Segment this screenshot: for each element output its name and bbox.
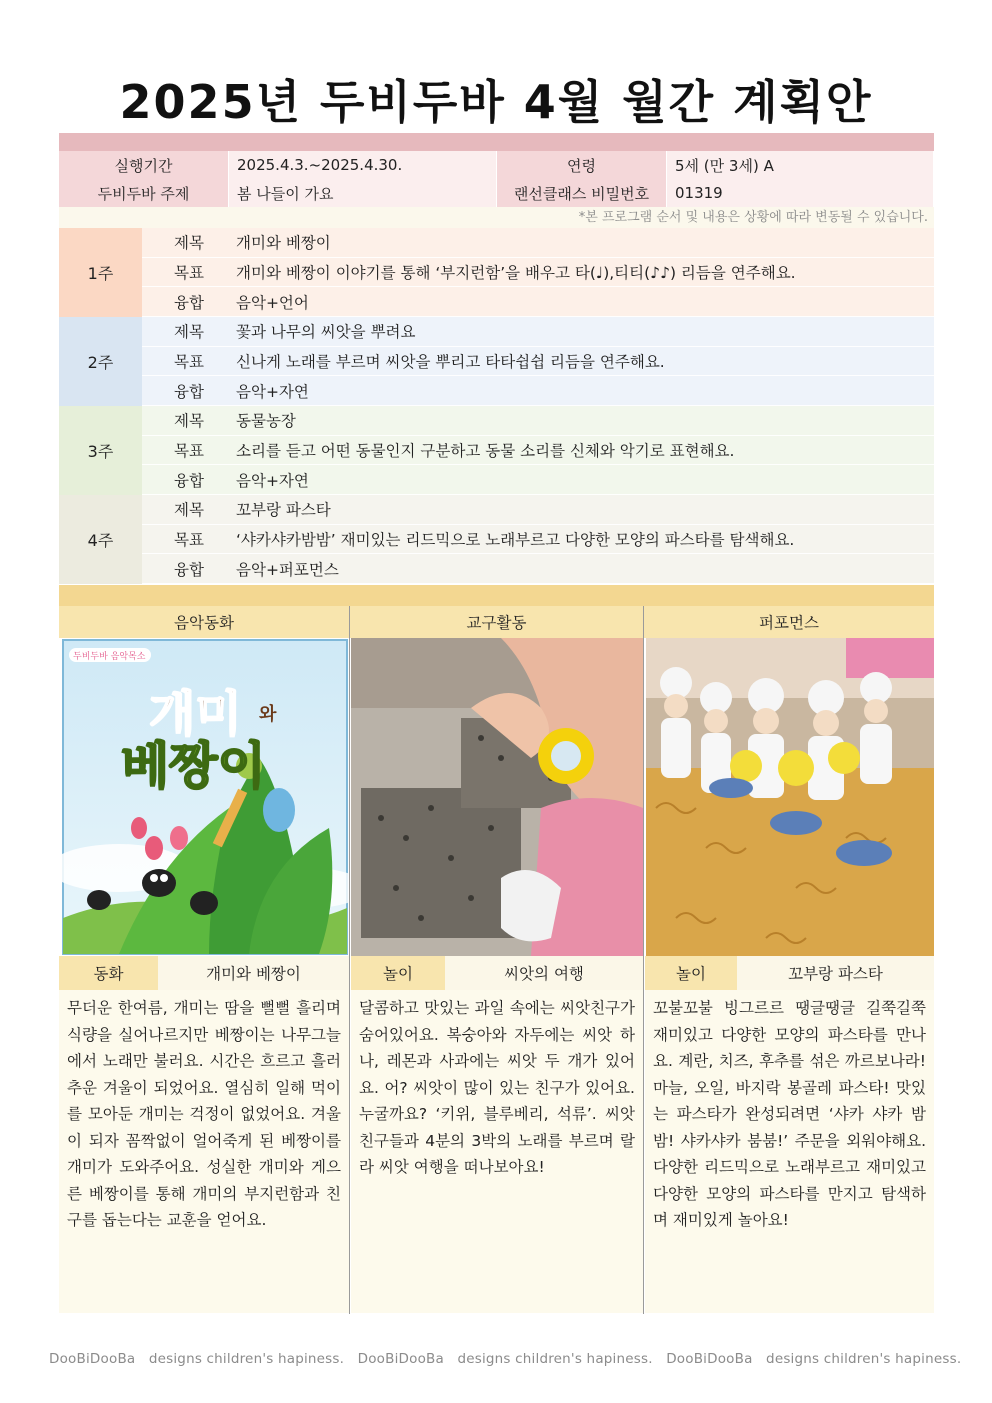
fusion-label: 융합: [174, 293, 204, 312]
week-label: 4주: [59, 495, 142, 584]
activity-description: 달콤하고 맛있는 과일 속에는 씨앗친구가 숨어있어요. 복숭아와 자두에는 씨앗 하나, 레몬과 사과에는 씨앗 두 개가 있어요. 어? 씨앗이 많이 있는 친구가 있어요. 누굴까요? ‘키위, 블루베리, 석류’. 씨앗 친구들과 4분의 3박의 노래를 부르며 랄라 씨앗 여행을 떠나보아요!: [351, 990, 643, 1313]
info-row-2: [59, 179, 934, 207]
age-value: 5세 (만 3세) A: [667, 151, 934, 179]
age-label: 연령: [497, 151, 667, 179]
performance-name: 꼬부랑 파스타: [737, 956, 934, 990]
activity-tag: 놀이: [351, 956, 445, 990]
week-title: 꽃과 나무의 씨앗을 뿌려요: [236, 323, 416, 342]
page-title: 2025년 두비두바 4월 월간 계획안: [119, 75, 873, 129]
week-label: 3주: [59, 406, 142, 495]
story-label-row: [59, 956, 349, 990]
week-label: 1주: [59, 228, 142, 317]
teaching-activity-header: 교구활동: [350, 606, 643, 638]
section-divider: [59, 585, 934, 606]
fusion-label: 융합: [174, 471, 204, 490]
theme-value: 봄 나들이 가요: [229, 179, 497, 207]
cover-brand: 두비두바 음악목소: [73, 652, 146, 662]
performance-tag: 놀이: [645, 956, 737, 990]
footer-text: DooBiDooBa designs children's hapiness. DooBiDooBa designs children's hapiness. DooBiDooBa designs children's hapiness.: [49, 1351, 962, 1367]
week-goal: 소리를 듣고 어떤 동물인지 구분하고 동물 소리를 신체와 악기로 표현해요.: [236, 442, 735, 460]
performance-description: 꼬불꼬불 빙그르르 땡글땡글 길쭉길쭉 재미있고 다양한 모양의 파스타를 만나요. 계란, 치즈, 후추를 섞은 까르보나라! 마늘, 오일, 바지락 봉골레 파스타! 맛있는 파스타가 완성되려면 ‘샤카 샤카 밤밤! 샤카샤카 붐붐!’ 주문을 외워야해요. 다양한 리드믹으로 노래부르고 재미있고 다양한 모양의 파스타를 만지고 탐색하며 재미있게 놀아요!: [645, 990, 934, 1313]
week-1: [59, 228, 934, 317]
activity-label-row: [351, 956, 643, 990]
header-bar: [59, 133, 934, 151]
music-story-header: 음악동화: [59, 606, 349, 638]
goal-label: 목표: [174, 442, 204, 460]
story-description: 무더운 한여름, 개미는 땀을 뻘뻘 흘리며 식량을 실어나르지만 베짱이는 나무그늘에서 노래만 불러요. 시간은 흐르고 흘러 추운 겨울이 되었어요. 열심히 일해 먹이를 모아둔 개미는 걱정이 없었어요. 겨울이 되자 꼼짝없이 얼어죽게 된 베짱이를 개미가 도와주어요. 성실한 개미와 게으른 베짱이를 통해 개미의 부지런함과 친구를 돕는다는 교훈을 얻어요.: [59, 990, 349, 1313]
week-fusion: 음악+자연: [236, 382, 309, 401]
performance-header: 퍼포먼스: [644, 606, 934, 638]
story-name: 개미와 베짱이: [158, 956, 349, 990]
password-label: 랜선클래스 비밀번호: [497, 179, 667, 207]
title-label: 제목: [174, 234, 204, 253]
story-tag: 동화: [59, 956, 158, 990]
week-goal: ‘샤카샤카밤밤’ 재미있는 리드믹으로 노래부르고 다양한 모양의 파스타를 탐색해요.: [236, 531, 795, 549]
week-label: 2주: [59, 317, 142, 406]
week-goal: 신나게 노래를 부르며 씨앗을 뿌리고 타타쉽쉽 리듬을 연주해요.: [236, 353, 665, 371]
title-label: 제목: [174, 412, 204, 431]
week-fusion: 음악+자연: [236, 471, 309, 490]
week-title: 꼬부랑 파스타: [236, 501, 331, 520]
week-4: [59, 495, 934, 584]
period-value: 2025.4.3.~2025.4.30.: [229, 151, 497, 179]
goal-label: 목표: [174, 264, 204, 282]
theme-label: 두비두바 주제: [59, 179, 229, 207]
performance-label-row: [645, 956, 934, 990]
fusion-label: 융합: [174, 382, 204, 401]
goal-label: 목표: [174, 531, 204, 549]
week-fusion: 음악+언어: [236, 293, 309, 312]
week-3: [59, 406, 934, 495]
title-label: 제목: [174, 501, 204, 520]
activity-name: 씨앗의 여행: [445, 956, 643, 990]
book-cover-image: [59, 638, 349, 956]
fusion-label: 융합: [174, 560, 204, 579]
pasta-performance-image: [646, 638, 934, 956]
schedule-note: *본 프로그램 순서 및 내용은 상황에 따라 변동될 수 있습니다.: [59, 207, 934, 228]
cover-title-ant: 개미: [149, 686, 242, 742]
week-title: 동물농장: [236, 412, 296, 431]
column-divider: [643, 606, 644, 1314]
column-divider: [349, 606, 350, 1314]
seed-activity-image: [351, 638, 643, 956]
password-value: 01319: [667, 179, 934, 207]
week-2: [59, 317, 934, 406]
week-goal: 개미와 베짱이 이야기를 통해 ‘부지런함’을 배우고 타(♩),티티(♪♪) 리듬을 연주해요.: [236, 264, 796, 282]
week-title: 개미와 베짱이: [236, 234, 331, 253]
cover-title-grasshopper: 베짱이: [121, 737, 266, 795]
period-label: 실행기간: [59, 151, 229, 179]
week-fusion: 음악+퍼포먼스: [236, 560, 339, 579]
title-label: 제목: [174, 323, 204, 342]
cover-title-and: 와: [259, 704, 277, 725]
goal-label: 목표: [174, 353, 204, 371]
info-row-1: [59, 151, 934, 179]
